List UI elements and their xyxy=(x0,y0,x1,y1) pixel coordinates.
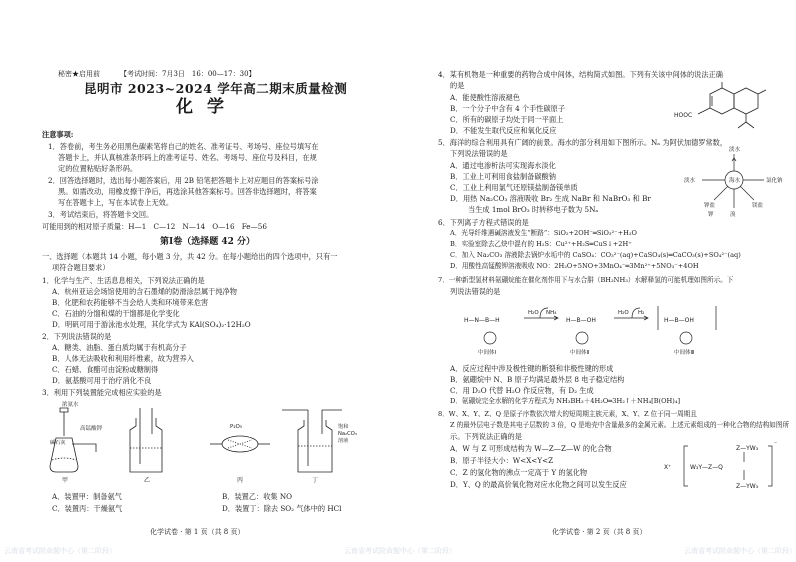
note-line: 定的位置粘贴好条形码。 xyxy=(58,164,138,173)
note-line: 写在答题卡上，写在本试卷上无效。 xyxy=(58,198,174,207)
question-1-option-d: D．明矾可用于游泳池水处理，其化学式为 KAl(SO₄)₂·12H₂O xyxy=(52,320,251,329)
label-ding: 丁 xyxy=(312,477,319,484)
diagram-center: 海水 xyxy=(729,178,741,184)
label-jia: 甲 xyxy=(62,477,69,484)
question-8-option-c: C．Z 的氢化物的沸点一定高于 Y 的氢化物 xyxy=(450,468,588,477)
question-2-option-a: A．糖类、油脂、蛋白质均属于有机高分子 xyxy=(52,343,187,352)
question-7-option-a: A．反应过程中涉及极性键的断裂和非极性键的形成 xyxy=(450,364,614,373)
apparatus-ding xyxy=(282,410,342,472)
question-1-stem: 1．化学与生产、生活息息相关，下列说法正确的是 xyxy=(42,276,205,285)
atomic-mass-line: 可能用到的相对原子质量：H—1 C—12 N—14 O—16 Fe—56 xyxy=(42,222,267,231)
diagram-bl: 钾盐 xyxy=(704,203,716,209)
diagram-br: 镁盐 xyxy=(752,203,764,209)
note-line: 答题卡上，并认真核准条形码上的准考证号、姓名、考场号、座位号及科目，在规 xyxy=(58,153,317,162)
struct-z1: Z—YW₃ xyxy=(736,445,759,452)
question-7-stem: 7．一种新型氢材料氨硼烷能在催化剂作用下与水合肼（BH₃NH₃）水解释氢的可能机理如图所示。下 xyxy=(438,276,734,284)
question-1-option-c: C．石油的分馏和煤的干馏都是化学变化 xyxy=(52,309,180,318)
apparatus-bing xyxy=(210,436,270,452)
label-soln3: 溶液 xyxy=(338,438,349,444)
question-7-option-d: D．氨硼烷完全水解的化学方程式为 NH₃BH₃＋4H₂O═3H₂↑＋NH₄[B(OH)₄] xyxy=(450,397,681,405)
question-7-option-b: B．氨硼烷中 N、B 原子均满足最外层 8 电子稳定结构 xyxy=(450,375,625,384)
question-5-stem: 5．海洋的综合利用具有广阔的前景。海水的部分利用如下图所示。Nₐ 为阿伏加德罗常数， xyxy=(438,138,728,147)
label-heat: 高锰酸钾 xyxy=(80,426,103,432)
mech-h2o-2: H₂O xyxy=(618,310,629,316)
label-solid: 碱石灰 xyxy=(50,440,66,446)
section-intro: 项符合题目要求） xyxy=(52,263,110,272)
question-8-structure xyxy=(664,440,784,492)
label-yi: 乙 xyxy=(144,477,151,484)
struct-core: W₃Y—Z—Q xyxy=(690,464,723,471)
apparatus-yi xyxy=(130,408,162,472)
struct-z2: Z—YW₃ xyxy=(736,483,759,490)
question-5-option-c: C．工业上利用氯气还原镁盐制备镁单质 xyxy=(450,183,578,192)
question-6-option-a: A．光导纤维遇碱溶液发生“断路”：SiO₂+2OH⁻═SiO₃²⁻+H₂O xyxy=(450,229,637,237)
question-3-stem: 3．利用下列装置能完成相应实验的是 xyxy=(42,388,162,397)
page-2-footer: 化学试卷 · 第 2 页（共 8 页） xyxy=(552,528,647,536)
question-8-option-a: A．W 与 Z 可形成结构为 W—Z—Z—W 的化合物 xyxy=(450,444,612,453)
watermark: 云南省考试院命题中心（第二阶段） xyxy=(344,547,456,555)
note-line: 1．答卷前，考生务必用黑色碳素笔将自己的姓名、准考证号、考场号、座位号填写在 xyxy=(48,142,319,151)
mech-h2: H₂ xyxy=(638,310,645,316)
group-label: HOOC xyxy=(674,112,693,119)
section-intro: 一、选择题（本题共 14 小题，每小题 3 分，共 42 分。在每小题给出的四个选项中，只有一 xyxy=(42,252,338,261)
diagram-top: 淡水 xyxy=(729,147,741,153)
watermark: 云南省考试院命题中心（第二阶段） xyxy=(684,547,796,555)
question-3-apparatus-figure xyxy=(42,398,402,486)
question-8-option-d: D．Y、Q 的最高价氧化物对应水化物之间可以发生反应 xyxy=(450,480,627,489)
label-water: 浓氨水 xyxy=(62,402,79,408)
question-2-option-c: C．石蜡、食醋可由淀粉或糖制得 xyxy=(52,365,159,374)
question-1-option-a: A．杭州亚运会场馆使用的含石墨烯的防滑涂层属于纯净物 xyxy=(52,287,237,296)
section-heading: 第Ⅰ卷（选择题 42 分） xyxy=(160,237,256,247)
question-4-structure xyxy=(672,84,772,132)
question-2-option-b: B．人体无法吸收和利用纤维素，故为营养入 xyxy=(52,354,194,363)
watermark: 云南省考试院命题中心（第二阶段） xyxy=(4,547,116,555)
diagram-bottom: 溴 xyxy=(730,212,736,218)
label-bing: 丙 xyxy=(237,477,244,484)
label-soln: 饱和 xyxy=(338,424,349,430)
notes-title: 注意事项: xyxy=(42,130,74,139)
exam-title: 昆明市 2023~2024 学年高二期末质量检测 xyxy=(84,81,348,96)
question-2-stem: 2．下列说法错误的是 xyxy=(42,332,112,341)
mech-intermediate-1: 中间体Ⅰ xyxy=(478,350,497,356)
question-4-option-a: A．能使酸性溶液褪色 xyxy=(450,93,520,102)
question-3-option-c: C．装置丙：干燥氨气 xyxy=(52,504,123,513)
question-5-stem: 下列说法错误的是 xyxy=(450,149,508,158)
question-7-mechanism xyxy=(454,300,754,360)
subject-title: 化学 xyxy=(176,97,238,117)
question-8-stem: 8．W、X、Y、Z、Q 是原子序数依次增大的短周期主族元素，X、Y、Z 位于同一周期且 xyxy=(438,410,697,418)
question-8-option-b: B．原子半径大小：W<X<Y<Z xyxy=(450,456,554,465)
question-3-option-d: D．装置丁：除去 SO₂ 气体中的 HCl xyxy=(222,504,342,513)
mech-intermediate-3: 中间体Ⅲ xyxy=(674,350,695,356)
question-4-stem: 的是 xyxy=(450,81,465,90)
question-6-option-c: C．加入 Na₂CO₃ 溶液除去锅炉水垢中的 CaSO₄：CO₃²⁻(aq)+CaSO₄(s)═CaCO₃(s)+SO₄²⁻(aq) xyxy=(450,251,741,259)
diagram-left: 淡水 xyxy=(684,178,696,184)
question-4-option-b: B．一个分子中含有 4 个手性碳原子 xyxy=(450,104,566,113)
question-6-stem: 6．下列离子方程式错误的是 xyxy=(438,218,529,227)
question-8-stem: 示。下列说法正确的是 xyxy=(450,432,522,441)
note-line: 黑。如需改动，用橡皮擦干净后，再选涂其他答案标号。回答非选择题时，将答案 xyxy=(58,187,317,196)
label-soln2: Na₂CO₃ xyxy=(338,431,357,437)
question-1-option-b: B．化肥和农药能够不当会给人类和环境带来危害 xyxy=(52,298,209,307)
question-6-option-d: D．用酸性高锰酸钾溶液吸收 NO：2H₂O+5NO+3MnO₄⁻═3Mn²⁺+5NO₃⁻+4OH xyxy=(450,262,699,270)
question-5-option-a: A．通过电渗析法可实现海水淡化 xyxy=(450,161,556,170)
question-5-seawater-diagram xyxy=(684,144,784,218)
note-line: 2．回答选择题时，选出每小题答案后，用 2B 铅笔把答题卡上对应题目的答案标号涂 xyxy=(48,176,319,185)
question-7-stem: 列说法错误的是 xyxy=(450,287,501,296)
mech-nh4: NH₄ xyxy=(546,310,557,316)
question-7-option-c: C．用 D₂O 代替 H₂O 作反应物，有 D₂ 生成 xyxy=(450,386,594,395)
svg-text:H—N—B—H: H—N—B—H xyxy=(464,317,500,324)
question-4-option-c: C．所有的碳原子均处于同一平面上 xyxy=(450,115,564,124)
note-line: 3．考试结束后，将答题卡交回。 xyxy=(48,210,154,219)
mech-h2o: H₂O xyxy=(528,310,539,316)
question-4-stem: 4．某有机物是一种重要的药物合成中间体，结构简式如图。下列有关该中间体的说法正确 xyxy=(438,70,723,79)
question-5-option-d: D．用热 Na₂CO₃ 溶液吸收 Br₂ 生成 NaBr 和 NaBrO₃ 和 Br xyxy=(450,194,651,203)
secret-label: 秘密★启用前 xyxy=(58,70,100,78)
diagram-b2: 钾 xyxy=(708,212,714,218)
struct-minus: ⁻ xyxy=(774,441,778,448)
svg-text:H—B—OH: H—B—OH xyxy=(566,317,596,324)
mech-intermediate-2: 中间体Ⅱ xyxy=(570,350,590,356)
struct-xplus: X⁺ xyxy=(664,464,672,471)
exam-page-2 xyxy=(344,0,796,562)
question-5-option-b: B．工业上可利用食盐制备碳酸钠 xyxy=(450,172,556,181)
page-1-footer: 化学试卷 · 第 1 页（共 8 页） xyxy=(150,528,245,536)
question-3-option-a: A．装置甲：制备氨气 xyxy=(52,492,122,501)
question-3-option-b: B．装置乙：收集 NO xyxy=(222,492,293,501)
exam-time: 【考试时间：7月3日 16：00—17：30】 xyxy=(120,70,256,78)
question-8-stem: Z 的最外层电子数是其电子层数的 3 倍，Q 是地壳中含量最多的金属元素。上述元素组成的一种化合物的结构如图所 xyxy=(450,421,790,429)
question-2-option-d: D．氨基酸可用于治疗消化不良 xyxy=(52,376,152,385)
question-6-option-b: B．实验室除去乙炔中混有的 H₂S：Cu²⁺+H₂S═CuS↓+2H⁺ xyxy=(450,240,632,248)
question-5-option-d-cont: 当生成 1mol BrO₃ 时转移电子数为 5Nₐ xyxy=(468,205,599,214)
label-p2o5: P₂O₅ xyxy=(230,424,243,430)
svg-text:H—B—OH: H—B—OH xyxy=(664,317,694,324)
question-4-option-d: D．不能发生取代反应和氧化反应 xyxy=(450,126,557,135)
diagram-right: 氯化钠 xyxy=(766,178,783,184)
